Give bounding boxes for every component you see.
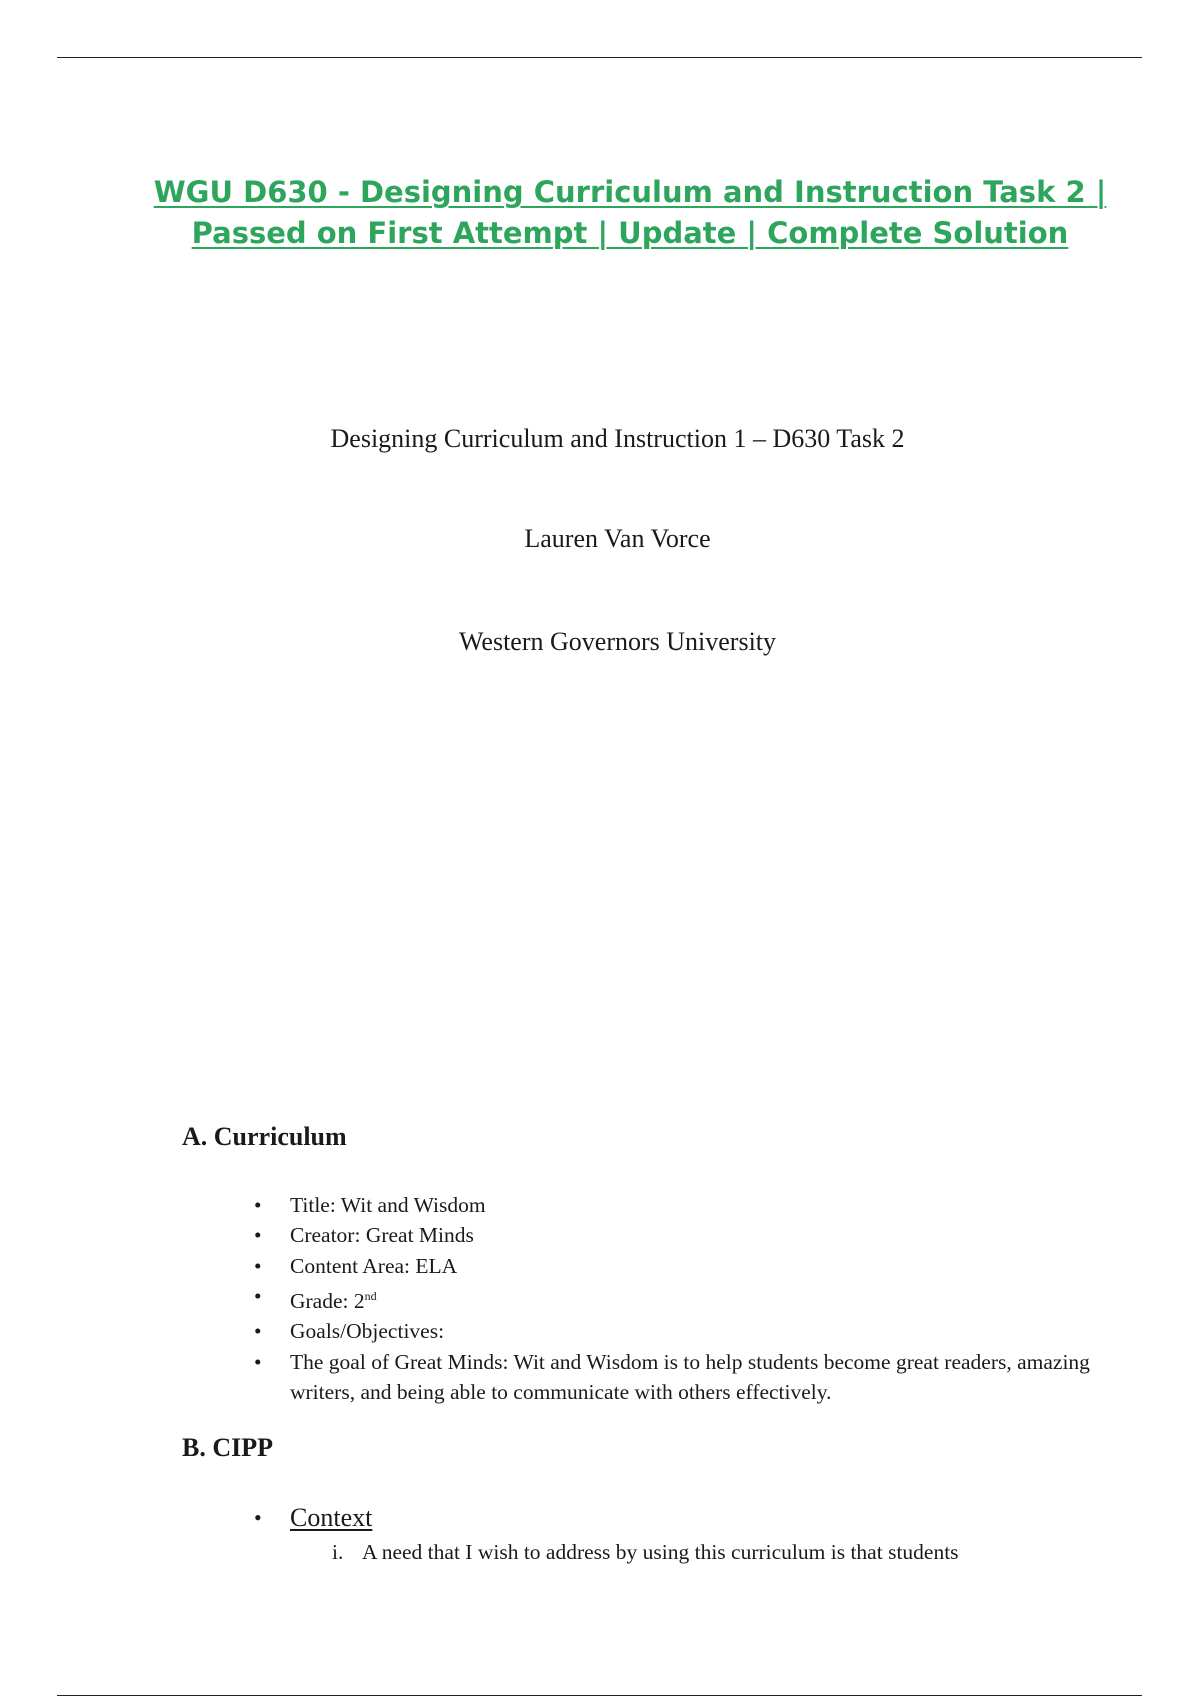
list-item-text: Content Area: ELA xyxy=(290,1253,458,1278)
cover-course-title: Designing Curriculum and Instruction 1 – D630 Task 2 xyxy=(330,424,905,453)
cipp-list xyxy=(290,1500,1090,1537)
list-item xyxy=(290,1220,1090,1250)
list-item-text: Creator: Great Minds xyxy=(290,1223,474,1248)
grade-superscript: nd xyxy=(364,1288,377,1303)
list-item-text: Title: Wit and Wisdom xyxy=(290,1193,486,1217)
list-item-text: The goal of Great Minds: Wit and Wisdom is to help students become great readers, amazing writers, and being able to communicate with others effectively. xyxy=(290,1349,1090,1404)
list-item-text: Goals/Objectives: xyxy=(290,1319,445,1344)
section-a-heading: A. Curriculum xyxy=(182,1122,347,1151)
list-item xyxy=(290,1500,1090,1537)
top-rule xyxy=(57,57,1142,58)
subitem-number: i. xyxy=(332,1540,344,1564)
list-item xyxy=(290,1347,1090,1408)
list-item xyxy=(290,1281,1090,1316)
title-link-line-2[interactable]: Passed on First Attempt | Update | Complete Solution xyxy=(191,216,1069,250)
context-subitem xyxy=(332,1537,1092,1567)
list-item xyxy=(290,1251,1090,1281)
cover-author-name: Lauren Van Vorce xyxy=(524,524,711,553)
cover-institution: Western Governors University xyxy=(458,627,777,656)
subitem-text: A need that I wish to address by using this curriculum is that students xyxy=(362,1540,959,1564)
section-b-heading: B. CIPP xyxy=(182,1433,273,1462)
list-item xyxy=(290,1190,1090,1220)
context-label: Context xyxy=(290,1503,373,1532)
list-item-text: Grade: 2 xyxy=(290,1289,365,1314)
title-link-line-1[interactable]: WGU D630 - Designing Curriculum and Instruction Task 2 | xyxy=(153,175,1107,209)
bottom-rule xyxy=(57,1695,1142,1696)
document-title[interactable] xyxy=(130,172,1130,254)
curriculum-list xyxy=(290,1190,1090,1407)
list-item xyxy=(290,1316,1090,1346)
